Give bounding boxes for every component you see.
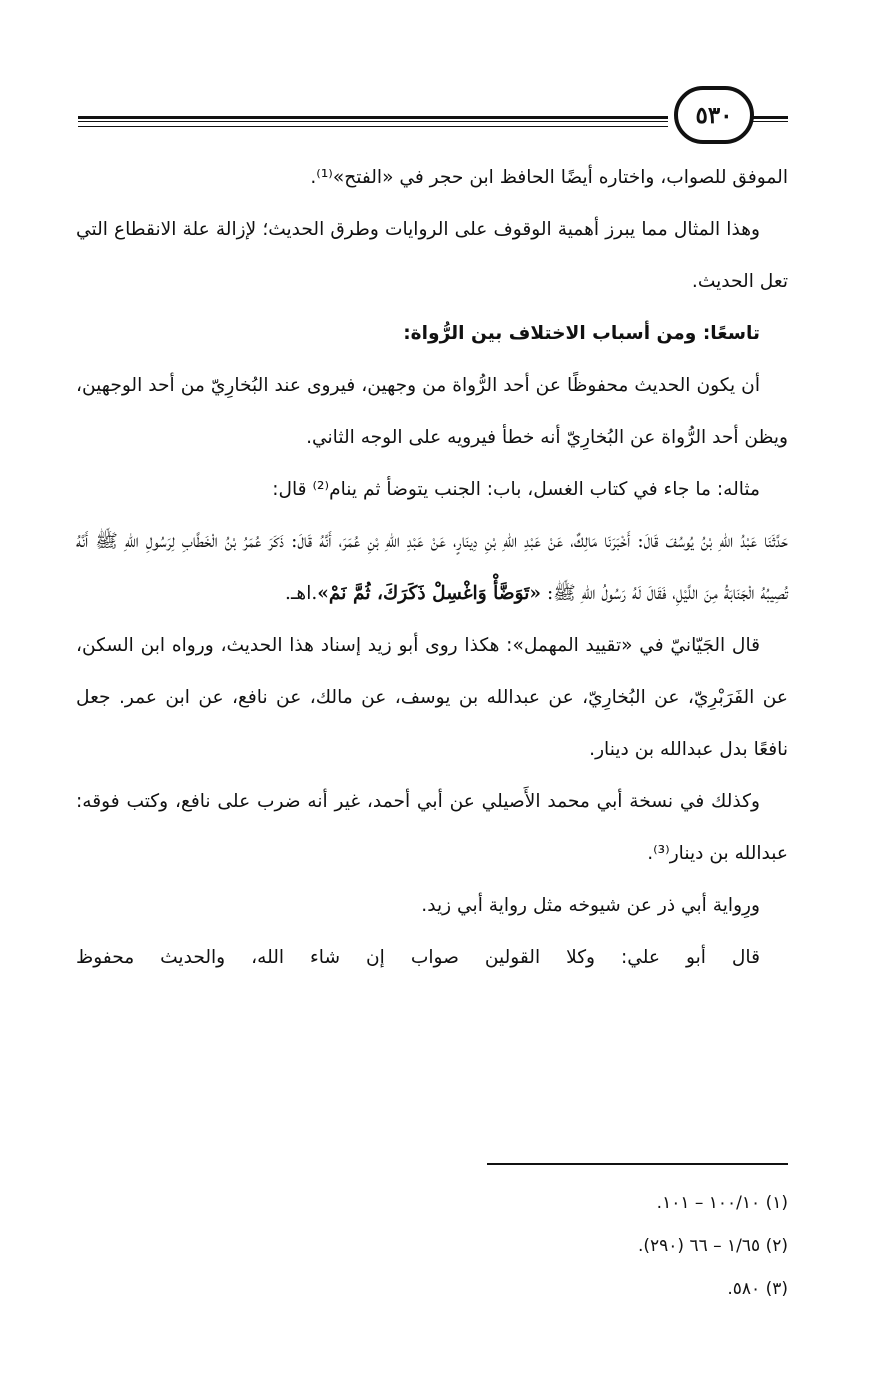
page-number-badge: [674, 86, 754, 144]
paragraph-6: وكذلك في نسخة أبي محمد الأَصيلي عن أبي أحمد، غير أنه ضرب على نافع، وكتب فوقه: عبدالله بن دينار⁽³⁾.: [76, 791, 788, 864]
footnotes: [450, 1182, 788, 1311]
footnote-2: (٢) ١/٦٥ – ٦٦ (٢٩٠).: [637, 1236, 788, 1256]
paragraph-5: قال الجَيّانيّ في «تقييد المهمل»: هكذا روى أبو زيد إسناد هذا الحديث، ورواه ابن السكن، عن الفَرَبْرِيّ، عن البُخارِيّ، عن عبدالله بن يوسف، عن مالك، عن نافع، عن ابن عمر. جعل نافعًا بدل عبدالله بن دينار.: [76, 635, 788, 760]
header-rule-left: [78, 116, 668, 122]
hadith-end: .اهـ.: [285, 583, 318, 604]
page-header: [78, 72, 788, 144]
paragraph-3: أن يكون الحديث محفوظًا عن أحد الرُّواة من وجهين، فيروى عند البُخارِيّ من أحد الوجهين، ويظن أحد الرُّواة عن البُخارِيّ أنه خطأ فيرويه على الوجه الثاني.: [76, 375, 788, 448]
paragraph-2: وهذا المثال مما يبرز أهمية الوقوف على الروايات وطرق الحديث؛ لإزالة علة الانقطاع التي تعل الحديث.: [76, 219, 788, 292]
paragraph-8: قال أبو علي: وكلا القولين صواب إن شاء الله، والحديث محفوظ: [76, 947, 760, 968]
main-text: [76, 152, 788, 984]
hadith-quote: «تَوَضَّأْ وَاغْسِلْ ذَكَرَكَ، ثُمَّ نَمْ»: [317, 583, 542, 604]
paragraph-4: مثاله: ما جاء في كتاب الغسل، باب: الجنب يتوضأ ثم ينام⁽²⁾ قال:: [272, 479, 760, 500]
footnote-separator: [487, 1163, 788, 1165]
header-rule-right: [750, 116, 788, 122]
section-heading: تاسعًا: ومن أسباب الاختلاف بين الرُّواة:: [403, 323, 760, 344]
paragraph-7: ورِواية أبي ذر عن شيوخه مثل رواية أبي زيد.: [421, 895, 760, 916]
footnote-1: (١) ١٠٠/١٠ – ١٠١.: [656, 1193, 788, 1213]
paragraph-1: الموفق للصواب، واختاره أيضًا الحافظ ابن حجر في «الفتح»⁽¹⁾.: [310, 167, 788, 188]
footnote-3: (٣) ٥٨٠.: [727, 1279, 788, 1299]
hadith-main: حَدَّثَنَا عَبْدُ اللهِ بْنُ يُوسُفَ قَالَ: أَخْبَرَنَا مَالِكٌ، عَنْ عَبْدِ اللهِ بْنِ دِينَارٍ، عَنْ عَبْدِ اللهِ بْنِ عُمَرَ، أَنَّهُ قَالَ: ذَكَرَ عُمَرُ بْنُ الْخَطَّابِ لِرَسُولِ اللهِ ﷺ أَنَّهُ تُصِيبُهُ الْجَنَابَةُ مِنَ اللَّيْلِ، فَقَالَ لَهُ رَسُولُ اللهِ ﷺ:: [76, 531, 788, 604]
page-number: ٥٣٠: [695, 101, 733, 129]
hadith-text: [76, 516, 788, 620]
